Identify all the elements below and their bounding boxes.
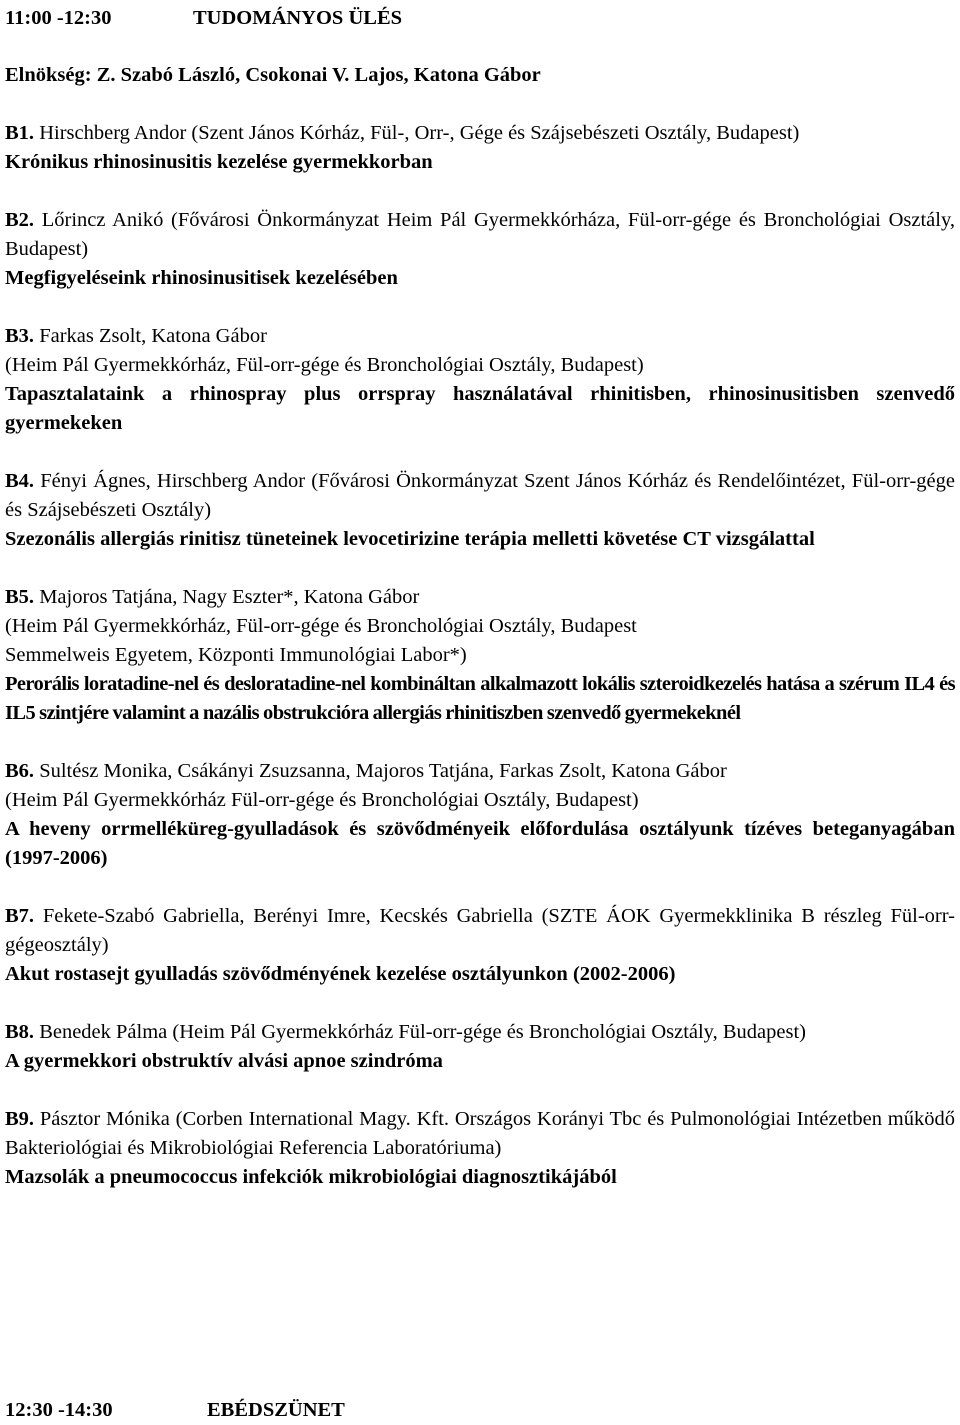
- entry-authors: [5, 583, 955, 612]
- entry-code: B9.: [5, 1108, 35, 1130]
- program-entry: [5, 583, 955, 728]
- program-entry: [5, 1018, 955, 1076]
- program-entry: [5, 902, 955, 989]
- entry-authors-text: Benedek Pálma (Heim Pál Gyermekkórház Fül-orr-gége és Bronchológiai Osztály, Budapest): [39, 1021, 806, 1043]
- lunch-title: EBÉDSZÜNET: [207, 1399, 345, 1421]
- entry-code: B2.: [5, 209, 35, 231]
- entry-authors-text: Pásztor Mónika (Corben International Magy. Kft. Országos Korányi Tbc és Pulmonológiai Intézetben működő Bakteriológiai és Mikrobiológiai Referencia Laboratóriuma): [5, 1108, 955, 1159]
- entry-authors-text: Lőrincz Anikó (Fővárosi Önkormányzat Heim Pál Gyermekkórháza, Fül-orr-gége és Bronchológiai Osztály, Budapest): [5, 209, 955, 260]
- entry-code: B4.: [5, 470, 35, 492]
- entry-title: Perorális loratadine-nel és desloratadine-nel kombináltan alkalmazott lokális szteroidkezelés hatása a szérum IL4 és IL5 szintjére valamint a nazális obstrukcióra allergiás rhinitiszben szenvedő gyermekeknél: [5, 673, 955, 724]
- program-entry: [5, 757, 955, 873]
- entry-authors-text: Majoros Tatjána, Nagy Eszter*, Katona Gábor: [39, 586, 420, 608]
- lunch-time: 12:30 -14:30: [5, 1399, 113, 1421]
- program-entry: [5, 119, 955, 177]
- program-page: [5, 4, 955, 1421]
- entry-title: Tapasztalataink a rhinospray plus orrspray használatával rhinitisben, rhinosinusitisben szenvedő gyermekeken: [5, 383, 955, 434]
- entry-code: B5.: [5, 586, 35, 608]
- entry-affiliation-2: Semmelweis Egyetem, Központi Immunológiai Labor*): [5, 644, 467, 666]
- program-entry: [5, 467, 955, 554]
- entry-authors: [5, 119, 955, 148]
- entry-title: Mazsolák a pneumococcus infekciók mikrobiológiai diagnosztikájából: [5, 1166, 617, 1188]
- entry-authors: [5, 322, 955, 351]
- session-time: 11:00 -12:30: [5, 7, 112, 29]
- entry-title: Akut rostasejt gyulladás szövődményének kezelése osztályunkon (2002-2006): [5, 963, 676, 985]
- entry-authors: [5, 902, 955, 960]
- entry-code: B7.: [5, 905, 35, 927]
- entry-code: B6.: [5, 760, 35, 782]
- entry-authors: [5, 206, 955, 264]
- entry-authors: [5, 757, 955, 786]
- entry-title: A heveny orrmelléküreg-gyulladások és szövődményeik előfordulása osztályunk tízéves beteganyagában (1997-2006): [5, 818, 955, 869]
- session-title: TUDOMÁNYOS ÜLÉS: [193, 7, 403, 29]
- entry-code: B3.: [5, 325, 35, 347]
- program-entry: [5, 1105, 955, 1192]
- entry-title: Szezonális allergiás rinitisz tüneteinek levocetirizine terápia melletti követése CT vizsgálattal: [5, 528, 815, 550]
- entry-affiliation: (Heim Pál Gyermekkórház Fül-orr-gége és Bronchológiai Osztály, Budapest): [5, 789, 639, 811]
- entry-authors: [5, 1105, 955, 1163]
- session-header: [5, 4, 955, 33]
- entry-code: B1.: [5, 122, 35, 144]
- entry-title: Krónikus rhinosinusitis kezelése gyermekkorban: [5, 151, 433, 173]
- entry-authors: [5, 467, 955, 525]
- entry-authors-text: Hirschberg Andor (Szent János Kórház, Fül-, Orr-, Gége és Szájsebészeti Osztály, Budapest): [39, 122, 800, 144]
- program-entry: [5, 322, 955, 438]
- entry-authors-text: Fényi Ágnes, Hirschberg Andor (Fővárosi Önkormányzat Szent János Kórház és Rendelőintézet, Fül-orr-gége és Szájsebészeti Osztály): [5, 470, 955, 521]
- entry-title: A gyermekkori obstruktív alvási apnoe szindróma: [5, 1050, 443, 1072]
- entry-affiliation: (Heim Pál Gyermekkórház, Fül-orr-gége és Bronchológiai Osztály, Budapest): [5, 354, 644, 376]
- lunch-break: [5, 1396, 345, 1425]
- entry-affiliation: (Heim Pál Gyermekkórház, Fül-orr-gége és Bronchológiai Osztály, Budapest: [5, 615, 637, 637]
- entry-authors-text: Sultész Monika, Csákányi Zsuzsanna, Majoros Tatjána, Farkas Zsolt, Katona Gábor: [39, 760, 727, 782]
- entry-authors-text: Fekete-Szabó Gabriella, Berényi Imre, Kecskés Gabriella (SZTE ÁOK Gyermekklinika B részleg Fül-orr-gégeosztály): [5, 905, 955, 956]
- session-chair: Elnökség: Z. Szabó László, Csokonai V. Lajos, Katona Gábor: [5, 64, 541, 86]
- entry-code: B8.: [5, 1021, 35, 1043]
- entry-title: Megfigyeléseink rhinosinusitisek kezelésében: [5, 267, 398, 289]
- program-entry: [5, 206, 955, 293]
- entry-authors: [5, 1018, 955, 1047]
- entry-authors-text: Farkas Zsolt, Katona Gábor: [39, 325, 267, 347]
